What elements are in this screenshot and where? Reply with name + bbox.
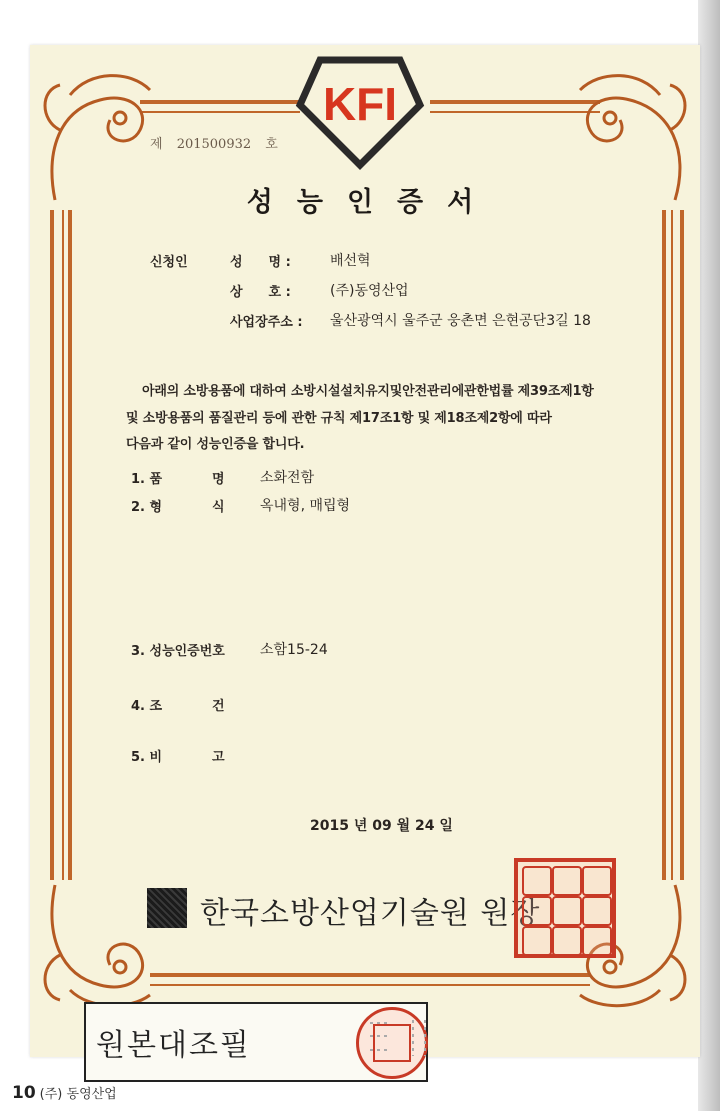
- official-red-seal: [514, 858, 616, 958]
- name-label: 성 명 :: [230, 255, 291, 270]
- certificate-number: [150, 133, 288, 152]
- logo-text: KFI: [322, 78, 398, 130]
- company-value: (주)동영산업: [330, 283, 409, 299]
- company-label: 상 호 :: [230, 285, 291, 300]
- body-line-1: 아래의 소방용품에 대하여 소방시설설치유지및안전관리에관한법률 제39조제1항: [142, 384, 594, 399]
- document-title: 성능인증서: [246, 187, 498, 218]
- cert-number-prefix: 제: [150, 137, 163, 152]
- item-1-label-b: 명: [212, 472, 225, 487]
- item-2-value: 옥내형, 매립형: [260, 498, 351, 514]
- item-3-label: 3. 성능인증번호: [131, 644, 225, 659]
- cert-number-suffix: 호: [265, 137, 278, 152]
- item-4-label-b: 건: [212, 699, 225, 714]
- item-5-label-b: 고: [212, 750, 225, 765]
- cert-number-value: 201500932: [176, 137, 252, 152]
- body-line-3: 다음과 같이 성능인증을 합니다.: [126, 437, 305, 452]
- page-number: 10: [12, 1083, 36, 1103]
- faint-stamp-marks: [365, 1018, 435, 1058]
- kfi-logo: [290, 50, 430, 170]
- item-3-value: 소함15-24: [260, 642, 328, 658]
- issuer-name: 한국소방산업기술원 원장: [200, 896, 541, 931]
- stamp-text: 원본대조필: [96, 1028, 251, 1063]
- item-4-label-a: 4. 조: [131, 699, 163, 714]
- footer-company: (주) 동영산업: [39, 1087, 117, 1102]
- address-label: 사업장주소 :: [230, 315, 303, 330]
- black-seal-icon: [147, 888, 187, 928]
- address-value: 울산광역시 울주군 웅촌면 은현공단3길 18: [330, 313, 591, 329]
- page-footer: [12, 1083, 117, 1103]
- issue-date: 2015 년 09 월 24 일: [310, 818, 453, 834]
- item-1-label-a: 1. 품: [131, 472, 163, 487]
- item-1-value: 소화전함: [260, 470, 315, 486]
- item-2-label-b: 식: [212, 500, 225, 515]
- item-5-label-a: 5. 비: [131, 750, 163, 765]
- body-line-2: 및 소방용품의 품질관리 등에 관한 규칙 제17조1항 및 제18조제2항에 따라: [126, 411, 552, 426]
- name-value: 배선혁: [330, 253, 371, 269]
- applicant-group-label: 신청인: [150, 255, 188, 270]
- item-2-label-a: 2. 형: [131, 500, 163, 515]
